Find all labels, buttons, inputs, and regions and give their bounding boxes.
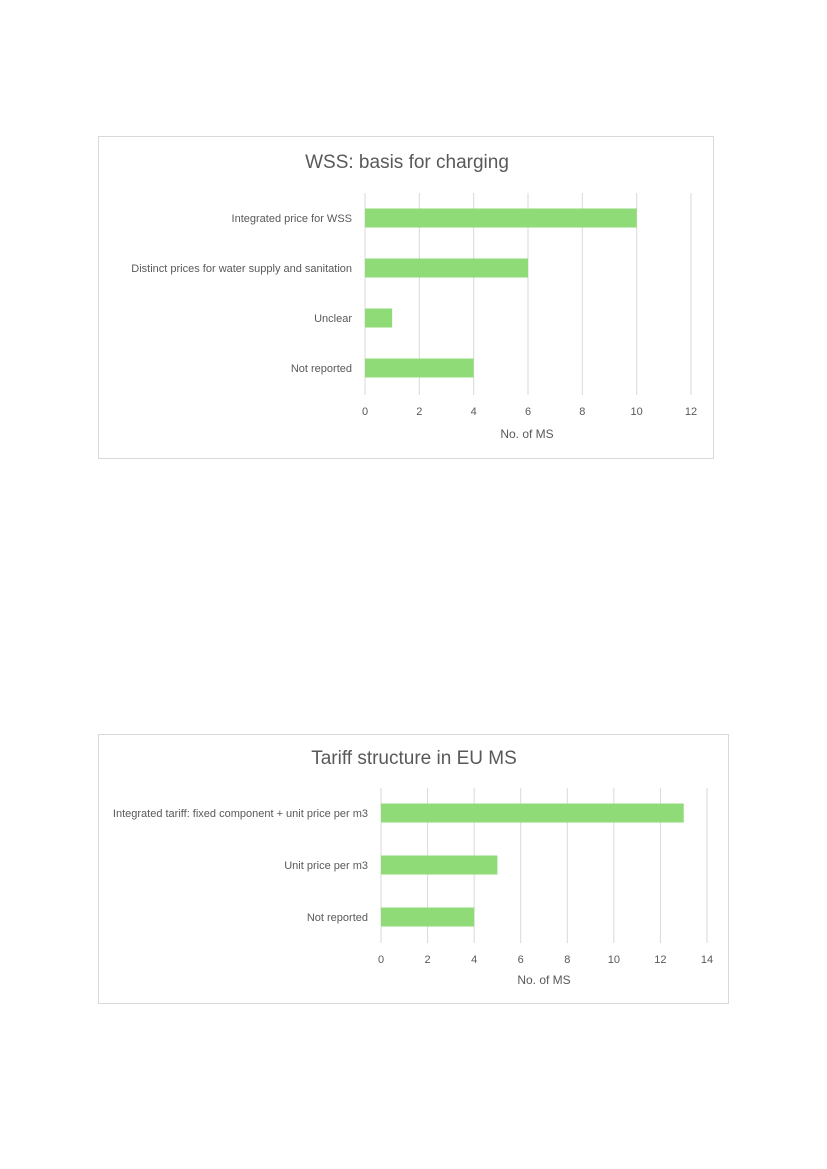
x-tick-label: 8 <box>579 406 586 418</box>
bar <box>381 856 497 875</box>
chart-svg <box>99 137 715 460</box>
chart-svg <box>99 735 730 1005</box>
x-tick-label: 2 <box>416 406 423 418</box>
chart-title: Tariff structure in EU MS <box>311 748 517 769</box>
x-tick-label: 14 <box>700 954 714 966</box>
tick-labels <box>378 954 713 966</box>
x-tick-label: 0 <box>377 954 385 966</box>
category-label: Unclear <box>314 313 352 325</box>
x-tick-label: 4 <box>470 406 477 418</box>
category-labels <box>113 808 368 924</box>
x-axis-title: No. of MS <box>517 973 571 987</box>
bar <box>365 259 528 278</box>
chart-tariff-structure <box>98 734 729 1004</box>
x-tick-label: 6 <box>524 406 532 418</box>
x-tick-label: 12 <box>654 954 667 966</box>
bar <box>381 908 474 927</box>
tick-labels <box>362 406 697 418</box>
x-tick-label: 6 <box>517 954 524 966</box>
bar <box>365 309 392 328</box>
bars <box>365 209 637 378</box>
bars <box>381 804 684 927</box>
x-tick-label: 12 <box>684 406 698 418</box>
x-tick-label: 10 <box>630 406 643 418</box>
category-label: Not reported <box>306 912 368 924</box>
x-tick-label: 0 <box>361 406 369 418</box>
x-axis-title: No. of MS <box>500 427 554 441</box>
chart-title: WSS: basis for charging <box>305 152 509 173</box>
bar <box>381 804 684 823</box>
x-tick-label: 10 <box>607 954 620 966</box>
x-tick-label: 2 <box>424 954 431 966</box>
x-tick-label: 4 <box>471 954 478 966</box>
x-tick-label: 8 <box>564 954 571 966</box>
category-label: Distinct prices for water supply and sanitation <box>131 263 352 275</box>
category-labels <box>131 213 352 375</box>
category-label: Not reported <box>290 363 352 375</box>
category-label: Integrated tariff: fixed component + unit price per m3 <box>112 808 368 820</box>
category-label: Integrated price for WSS <box>231 213 352 225</box>
bar <box>365 209 637 228</box>
category-label: Unit price per m3 <box>284 860 368 872</box>
bar <box>365 359 474 378</box>
chart-basis-for-charging <box>98 136 714 459</box>
